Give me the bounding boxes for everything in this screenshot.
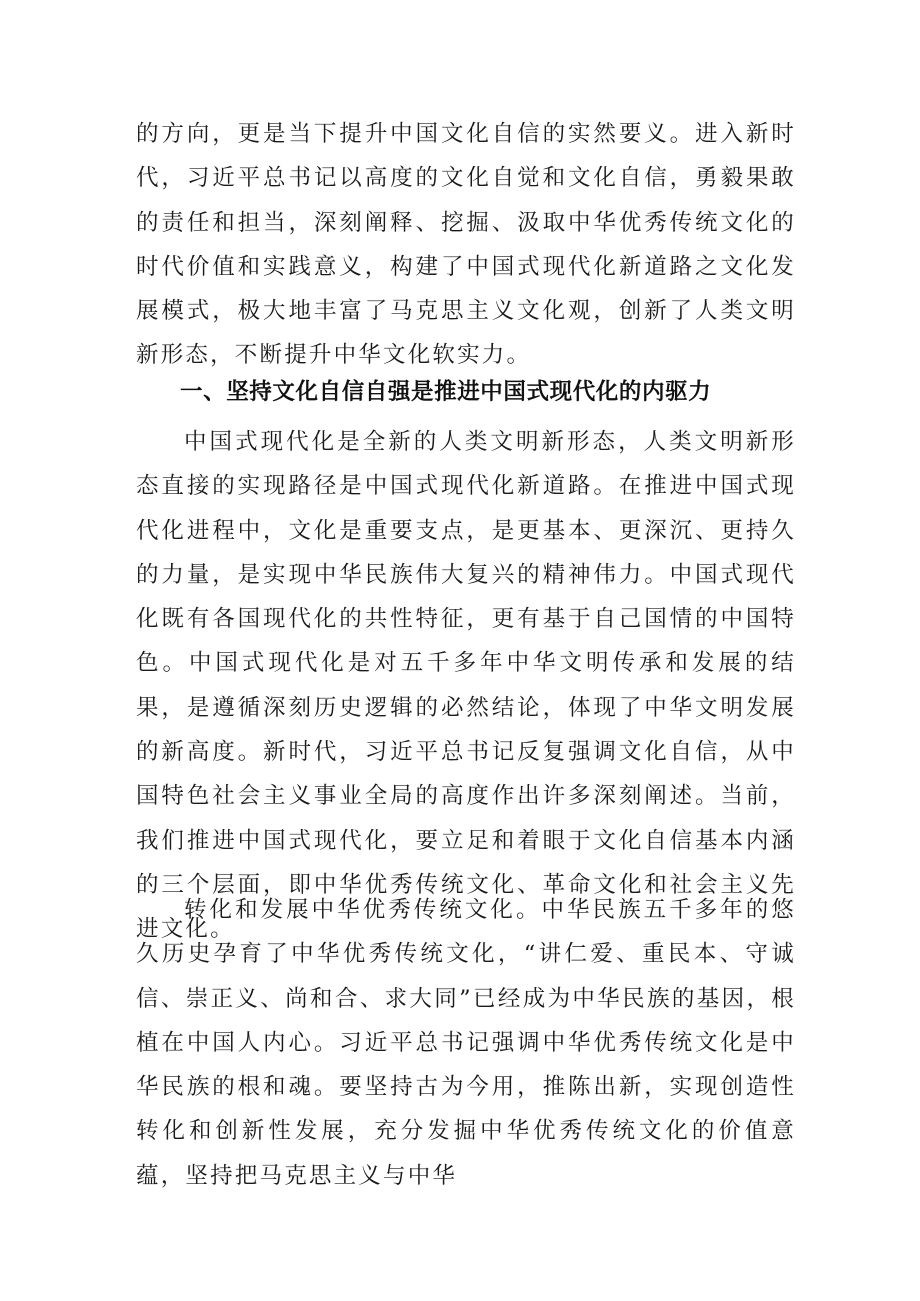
intro-paragraph-block [136, 112, 796, 378]
body-paragraph-1-block [136, 420, 796, 952]
intro-paragraph: 的方向，更是当下提升中国文化自信的实然要义。进入新时代，习近平总书记以高度的文化自觉和文化自信，勇毅果敢的责任和担当，深刻阐释、挖掘、汲取中华优秀传统文化的时代价值和实践意义，构建了中国式现代化新道路之文化发展模式，极大地丰富了马克思主义文化观，创新了人类文明新形态，不断提升中华文化软实力。 [136, 121, 796, 369]
body-paragraph-2-block [136, 888, 796, 1198]
body-paragraph-1: 中国式现代化是全新的人类文明新形态，人类文明新形态直接的实现路径是中国式现代化新道路。在推进中国式现代化进程中，文化是重要支点，是更基本、更深沉、更持久的力量，是实现中华民族伟大复兴的精神伟力。中国式现代化既有各国现代化的共性特征，更有基于自己国情的中国特色。中国式现代化是对五千多年中华文明传承和发展的结果，是遵循深刻历史逻辑的必然结论，体现了中华文明发展的新高度。新时代，习近平总书记反复强调文化自信，从中国特色社会主义事业全局的高度作出许多深刻阐述。当前，我们推进中国式现代化，要立足和着眼于文化自信基本内涵的三个层面，即中华优秀传统文化、革命文化和社会主义先进文化。 [136, 429, 796, 943]
section-heading: 一、坚持文化自信自强是推进中国式现代化的内驱力 [180, 379, 712, 405]
body-paragraph-2: 转化和发展中华优秀传统文化。中华民族五千多年的悠久历史孕育了中华优秀传统文化，“讲仁爱、重民本、守诚信、崇正义、尚和合、求大同”已经成为中华民族的基因，根植在中国人内心。习近平总书记强调中华优秀传统文化是中华民族的根和魂。要坚持古为今用，推陈出新，实现创造性转化和创新性发展，充分发掘中华优秀传统文化的价值意蕴，坚持把马克思主义与中华 [136, 897, 796, 1189]
